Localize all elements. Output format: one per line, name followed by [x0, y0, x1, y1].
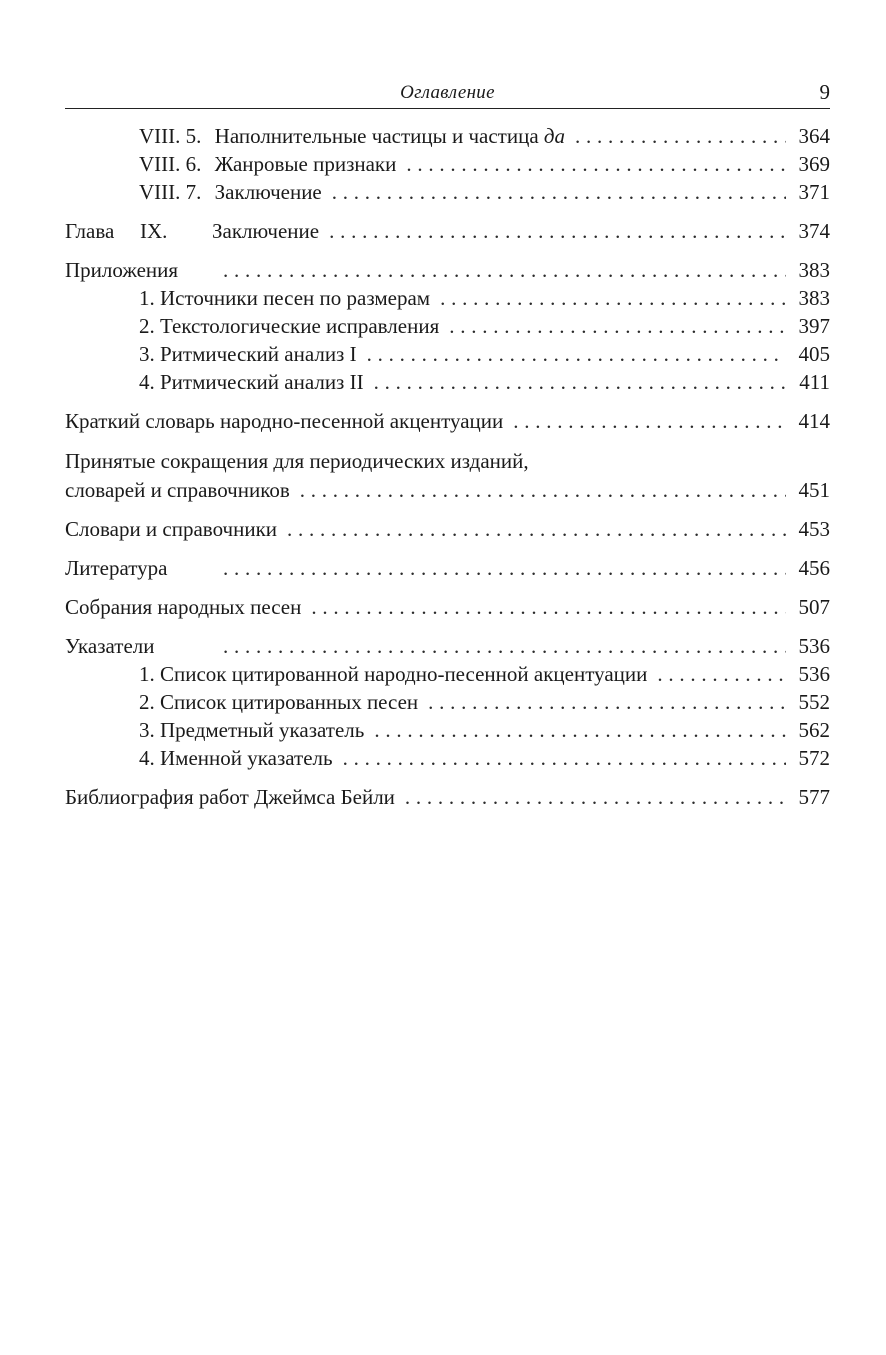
toc-entry-abbreviations	[65, 476, 830, 504]
dot-leader	[343, 744, 786, 772]
dot-leader	[329, 217, 786, 245]
running-title: Оглавление	[400, 82, 495, 103]
entry-title: Указатели	[65, 634, 155, 658]
entry-page: 453	[798, 517, 830, 541]
table-of-contents	[65, 122, 830, 811]
entry-title: Словари и справочники	[65, 517, 278, 541]
running-head	[65, 78, 830, 109]
entry-title: 3. Предметный указатель	[139, 718, 365, 742]
dot-leader	[405, 783, 786, 811]
entry-page: 414	[798, 409, 830, 433]
chapter-number: IX.	[140, 219, 168, 243]
entry-page: 371	[798, 180, 830, 204]
dot-leader	[223, 554, 786, 582]
entry-page: 369	[798, 152, 830, 176]
section-number: VIII. 6.	[139, 152, 202, 176]
toc-entry-dictionary	[65, 407, 830, 435]
toc-entry-literature	[65, 554, 830, 582]
toc-entry-index-3	[65, 716, 830, 744]
entry-page: 451	[798, 478, 830, 502]
toc-entry-index-1	[65, 660, 830, 688]
dot-leader	[300, 476, 786, 504]
toc-entry-indexes	[65, 632, 830, 660]
entry-title: Принятые сокращения для периодических изданий,	[65, 449, 529, 473]
dot-leader	[223, 256, 786, 284]
dot-leader	[223, 632, 786, 660]
entry-title: 4. Именной указатель	[139, 746, 333, 770]
entry-page: 405	[798, 342, 830, 366]
entry-title: 2. Список цитированных песен	[139, 690, 419, 714]
entry-title: 3. Ритмический анализ I	[139, 342, 357, 366]
entry-title: 1. Список цитированной народно-песенной акцентуации	[139, 662, 648, 686]
entry-title: 4. Ритмический анализ II	[139, 370, 364, 394]
toc-entry-chapter-ix	[65, 217, 830, 245]
dot-leader	[311, 593, 786, 621]
entry-page: 364	[798, 124, 830, 148]
toc-entry-song-collections	[65, 593, 830, 621]
entry-page: 456	[798, 556, 830, 580]
dot-leader	[374, 716, 786, 744]
dot-leader	[367, 340, 786, 368]
toc-entry-viii-7	[65, 178, 830, 206]
entry-page: 507	[798, 595, 830, 619]
entry-title: Наполнительные частицы и частица	[214, 124, 539, 148]
entry-page: 562	[798, 718, 830, 742]
toc-entry-bibliography	[65, 783, 830, 811]
toc-entry-references	[65, 515, 830, 543]
entry-page: 536	[798, 662, 830, 686]
toc-entry-appendix-1	[65, 284, 830, 312]
toc-entry-appendix-4	[65, 368, 830, 396]
entry-page: 397	[798, 314, 830, 338]
page-number: 9	[819, 80, 830, 104]
toc-entry-viii-5	[65, 122, 830, 150]
dot-leader	[657, 660, 786, 688]
toc-entry-appendices	[65, 256, 830, 284]
entry-title: Собрания народных песен	[65, 595, 302, 619]
section-number: VIII. 5.	[139, 124, 202, 148]
toc-entry-appendix-2	[65, 312, 830, 340]
dot-leader	[428, 688, 786, 716]
toc-entry-viii-6	[65, 150, 830, 178]
dot-leader	[332, 178, 786, 206]
dot-leader	[513, 407, 786, 435]
dot-leader	[575, 122, 786, 150]
entry-page: 572	[798, 746, 830, 770]
entry-title: Заключение	[214, 180, 322, 204]
entry-title: 1. Источники песен по размерам	[139, 286, 431, 310]
dot-leader	[449, 312, 786, 340]
entry-title-continued: словарей и справочников	[65, 478, 290, 502]
entry-page: 552	[798, 690, 830, 714]
dot-leader	[287, 515, 786, 543]
toc-entry-index-2	[65, 688, 830, 716]
entry-title: Жанровые признаки	[214, 152, 397, 176]
chapter-label: Глава	[65, 219, 115, 243]
entry-page: 383	[798, 258, 830, 282]
section-number: VIII. 7.	[139, 180, 202, 204]
entry-title: 2. Текстологические исправления	[139, 314, 440, 338]
entry-page: 374	[798, 219, 830, 243]
entry-page: 536	[798, 634, 830, 658]
entry-page: 383	[798, 286, 830, 310]
toc-entry-index-4	[65, 744, 830, 772]
dot-leader	[406, 150, 786, 178]
entry-page: 411	[799, 370, 830, 394]
dot-leader	[374, 368, 786, 396]
entry-title: Литература	[65, 556, 168, 580]
entry-title: Краткий словарь народно-песенной акцентуации	[65, 409, 504, 433]
entry-page: 577	[798, 785, 830, 809]
toc-entry-appendix-3	[65, 340, 830, 368]
entry-title-italic: да	[543, 124, 566, 148]
dot-leader	[440, 284, 786, 312]
entry-title: Библиография работ Джеймса Бейли	[65, 785, 395, 809]
entry-title: Заключение	[212, 219, 320, 243]
entry-title: Приложения	[65, 258, 179, 282]
toc-entry-abbreviations-line1	[65, 446, 830, 476]
